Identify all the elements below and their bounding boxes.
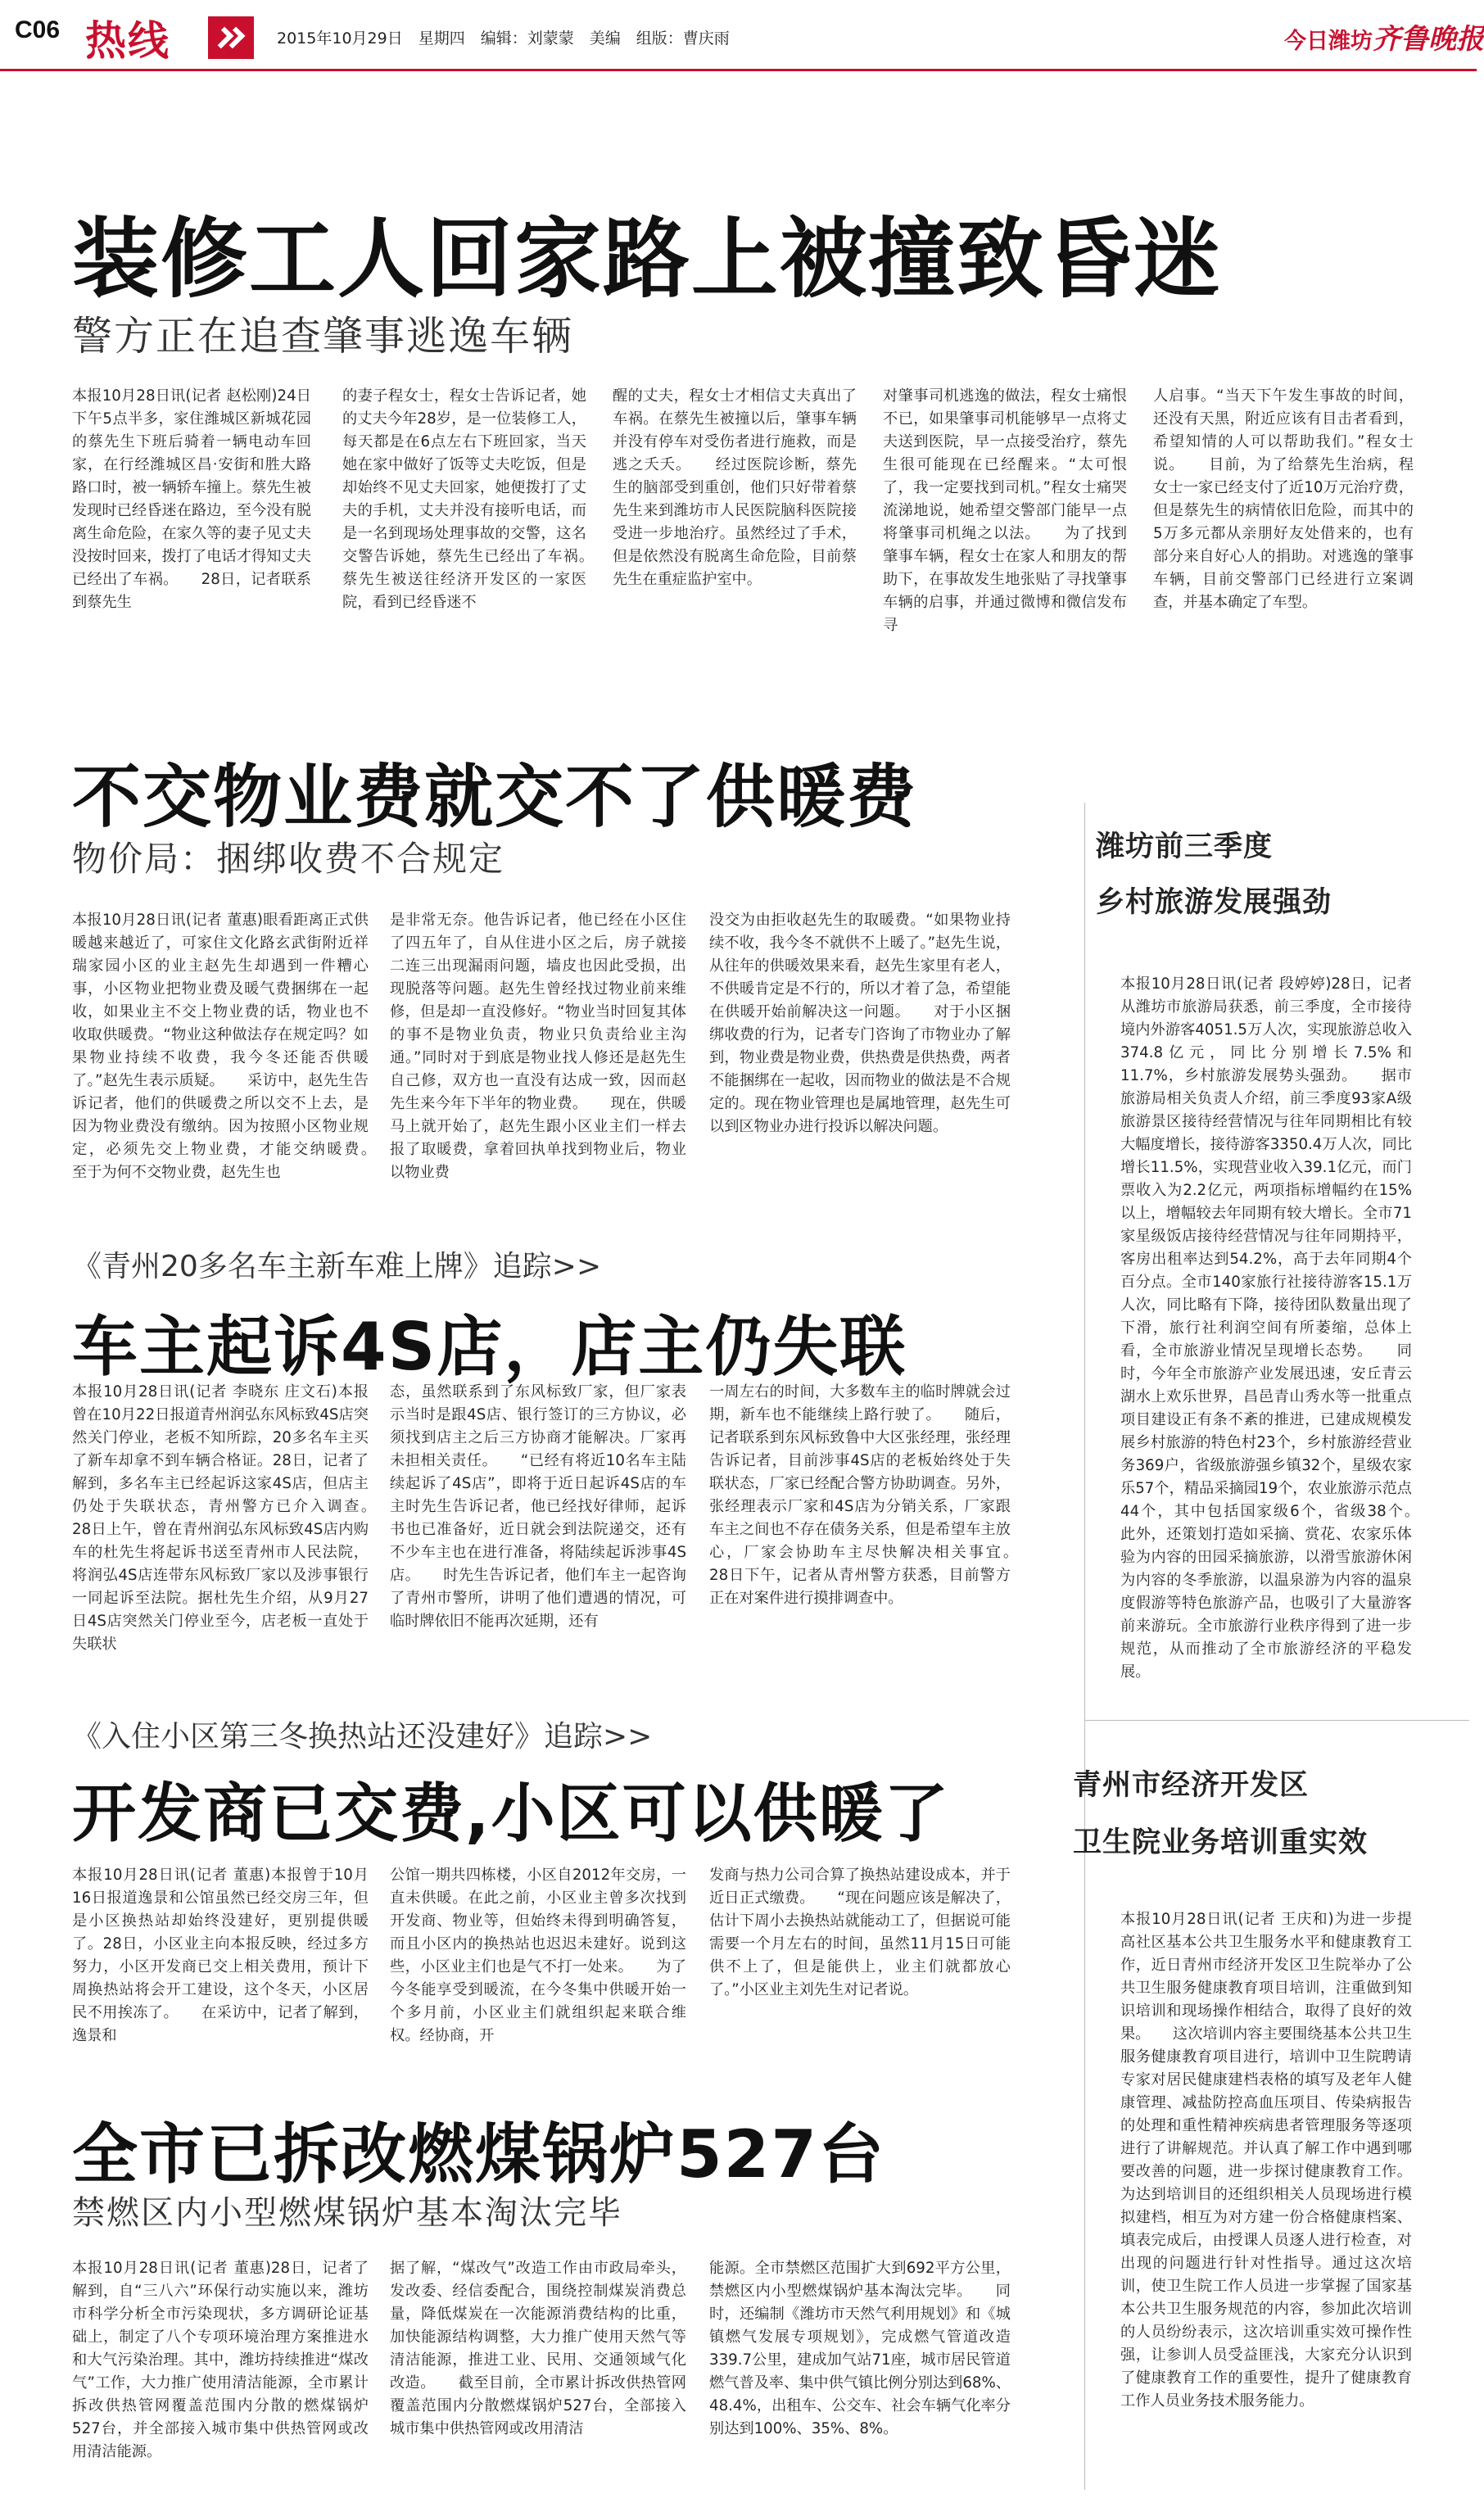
story4-column-2: 公馆一期共四栋楼，小区自2012年交房，一直未供暖。在此之前，小区业主曾多次找到开发商、物业等，但始终未得到明确答复，而且小区内的换热站也迟迟未建好。说到这些，小区业主们也是气不打一处来。 为了今冬能享受到暖流，在今冬集中供暖开始一个多月前，小区业主们就组织起来联合维权。经协商，开: [390, 1867, 686, 2044]
story3-headline: 车主起诉4S店，店主仍失联: [72, 1309, 907, 1385]
story3-column-2: 态，虽然联系到了东风标致厂家，但厂家表示当时是跟4S店、银行签订的三方协议，必须找到店主之后三方协商才能解决。厂家再未担相关责任。 “已经有将近10名车主陆续起诉了4S店”，即将于近日起诉4S店的车主时先生告诉记者，他已经找好律师，起诉书也已准备好，近日就会到法院递交，还有不少车主也在进行准备，将陆续起诉涉事4S店。 时先生告诉记者，他们车主一起咨询了青州市警所，讲明了他们遭遇的情况，可临时牌依旧不能再次延期，还有: [390, 1383, 686, 1630]
section-name: 热线: [85, 17, 170, 65]
story3-kicker: 《青州20多名车主新车难上牌》追踪>>: [72, 1250, 602, 1283]
side1-title-line-2: 乡村旅游发展强劲: [1096, 886, 1332, 919]
story1-column-2: 的妻子程女士，程女士告诉记者，她的丈夫今年28岁，是一位装修工人，每天都是在6点左右下班回家，当天她在家中做好了饭等丈夫吃饭，但是却始终不见丈夫回家，她便拨打了丈夫的手机，丈夫并没有接听电话，而是一名到现场处理事故的交警，这名交警告诉她，蔡先生已经出了车祸。 蔡先生被送往经济开发区的一家医院，看到已经昏迷不: [342, 387, 617, 611]
story5-headline: 全市已拆改燃煤锅炉527台: [72, 2116, 885, 2193]
story3-column-1: 本报10月28日讯(记者 李晓东 庄文石)本报曾在10月22日报道青州润弘东风标致4S店突然关门停业，老板不知所踪，20多名车主买了新车却拿不到车辆合格证。28日，记者了解到，多名车主已经起诉这家4S店，但店主仍处于失联状态，青州警方已介入调查。 28日上午，曾在青州润弘东风标致4S店内购车的杜先生将起诉书送至青州市人民法院，将润弘4S店连带东风标致厂家以及涉事银行一同起诉至法院。据杜先生介绍，从9月27日4S店突然关门停业至今，店老板一直处于失联状: [72, 1383, 399, 1653]
masthead-rule: [0, 69, 1477, 71]
story1-deck: 警方正在追查肇事逃逸车辆: [72, 313, 574, 360]
side2-body: 本报10月28日讯(记者 王庆和)为进一步提高社区基本公共卫生服务水平和健康教育工作，近日青州市经济开发区卫生院举办了公共卫生服务健康教育项目培训，注重做到知识培训和现场操作相结合，取得了良好的效果。 这次培训内容主要围绕基本公共卫生服务健康教育项目进行，培训中卫生院聘请专家对居民健康建档表格的填写及老年人健康管理、减盐防控高血压项目、传染病报告的处理和重性精神疾病患者管理服务等逐项进行了讲解规范。并认真了解工作中遇到哪要改善的问题，进一步探讨健康教育工作。为达到培训目的还组织相关人员现场进行模拟建档，相互为对方建一份合格健康档案、填表完成后，由授课人员逐人进行检查，对出现的问题进行针对性指导。通过这次培训，使卫生院工作人员进一步掌握了国家基本公共卫生服务规范的内容，参加此次培训的人员纷纷表示，这次培训重实效可操作性强，让参训人员受益匪浅，大家充分认识到了健康教育工作的重要性，提升了健康教育工作人员业务技术服务能力。: [1120, 1911, 1412, 2410]
page-masthead: [0, 0, 1484, 74]
story4-headline: 开发商已交费,小区可以供暖了: [72, 1777, 950, 1851]
story2-deck: 物价局：捆绑收费不合规定: [72, 839, 505, 879]
side2-title-line-2: 卫生院业务培训重实效: [1073, 1826, 1369, 1859]
side1-title-line-1: 潍坊前三季度: [1096, 830, 1274, 863]
issue-meta: 2015年10月29日 星期四 编辑：刘蒙蒙 美编 组版：曹庆雨: [277, 29, 730, 48]
story4-column-1: 本报10月28日讯(记者 董惠)本报曾于10月16日报道逸景和公馆虽然已经交房三年，但是小区换热站却始终没建好，更别提供暖了。28日，小区业主向本报反映，经过多方努力，小区开发商已交上相关费用，预计下周换热站将会开工建设，这个冬天，小区居民不用挨冻了。 在采访中，记者了解到，逸景和: [72, 1867, 369, 2044]
story5-column-3: 能源。全市禁燃区范围扩大到692平方公里，禁燃区内小型燃煤锅炉基本淘汰完毕。 同时，还编制《潍坊市天然气利用规划》和《城镇燃气发展专项规划》，完成燃气管道改造339.7公里，建成加气站71座，城市居民管道燃气普及率、集中供气镇比例分别达到68%、48.4%，出租车、公交车、社会车辆气化率分别达到100%、35%、8%。: [709, 2260, 1011, 2437]
double-chevron-right-icon: [208, 16, 254, 59]
story5-deck: 禁燃区内小型燃煤锅炉基本淘汰完毕: [72, 2194, 622, 2232]
story5-column-1: 本报10月28日讯(记者 董惠)28日，记者了解到，自“三八六”环保行动实施以来，潍坊市科学分析全市污染现状，多方调研论证基础上，制定了八个专项环境治理方案推进水和大气污染治理。其中，潍坊持续推进“煤改气”工作，大力推广使用清洁能源，全市累计拆改供热管网覆盖范围内分散的燃煤锅炉527台，并全部接入城市集中供热管网或改用清洁能源。: [72, 2260, 369, 2460]
page-number: C06: [15, 16, 61, 43]
story4-column-3: 发商与热力公司合算了换热站建设成本，并于近日正式缴费。 “现在问题应该是解决了，估计下周小去换热站就能动工了，但据说可能需要一个月左右的时间，虽然11月15日可能供不上了，但是能供上，业主们就都放心了。”小区业主刘先生对记者说。: [709, 1867, 1011, 1998]
story1-column-4: 对肇事司机逃逸的做法，程女士痛恨不已，如果肇事司机能够早一点将丈夫送到医院，早一点接受治疗，蔡先生很可能现在已经醒来。“太可恨了，我一定要找到司机。”程女士痛哭流涕地说，她希望交警部门能早一点将肇事司机绳之以法。 为了找到肇事车辆，程女士在家人和朋友的帮助下，在事故发生地张贴了寻找肇事车辆的启事，并通过微博和微信发布寻: [883, 387, 1127, 634]
sidebar-section-rule: [1084, 1720, 1469, 1721]
story2-column-2: 是非常无奈。他告诉记者，他已经在小区住了四五年了，自从住进小区之后，房子就接二连三出现漏雨问题，墙皮也因此受损，出现脱落等问题。赵先生曾经找过物业前来维修，但是却一直没修好。“物业当时回复其体的事不是物业负责，物业只负责给业主沟通。”同时对于到底是物业找人修还是赵先生自己修，双方也一直没有达成一致，因而赵先生来今年下半年的物业费。 现在，供暖马上就开始了，赵先生跟小区业主们一样去报了取暖费，拿着回执单找到物业后，物业以物业费: [390, 912, 686, 1181]
sidebar-divider: [1084, 803, 1085, 2490]
edition-label: 今日潍坊: [1284, 29, 1373, 54]
paper-logo: 齐鲁晚报: [1373, 23, 1484, 56]
story1-column-5: 人启事。“当天下午发生事故的时间，还没有天黑，附近应该有目击者看到，希望知情的人可以帮助我们。”程女士说。 目前，为了给蔡先生治病，程女士一家已经支付了近10万元治疗费，但是蔡先生的病情依旧危险，而其中的5万多元都从亲朋好友处借来的，也有部分来自好心人的捐助。对逃逸的肇事车辆，目前交警部门已经进行立案调查，并基本确定了车型。: [1153, 387, 1414, 611]
story2-column-1: 本报10月28日讯(记者 董惠)眼看距离正式供暖越来越近了，可家住文化路玄武街附近祥瑞家园小区的业主赵先生却遇到一件糟心事，小区物业把物业费及暖气费捆绑在一起收，如果业主不交上物业费的话，物业也不收取供暖费。“物业这种做法存在规定吗？如果物业持续不收费，我今冬还能否供暖了。”赵先生表示质疑。 采访中，赵先生告诉记者，他们的供暖费之所以交不上去，是因为物业费没有缴纳。因为按照小区物业规定，必须先交上物业费，才能交纳暖费。 至于为何不交物业费，赵先生也: [72, 912, 399, 1181]
story4-kicker: 《入住小区第三冬换热站还没建好》追踪>>: [72, 1720, 653, 1754]
side1-body: 本报10月28日讯(记者 段婷婷)28日，记者从潍坊市旅游局获悉，前三季度，全市接待境内外游客4051.5万人次，实现旅游总收入374.8亿元，同比分别增长7.5%和11.7%，乡村旅游发展势头强劲。 据市旅游局相关负责人介绍，前三季度93家A级旅游景区接待经营情况与往年同期相比有较大幅度增长，接待游客3350.4万人次，同比增长11.5%，实现营业收入39.1亿元，而门票收入为2.2亿元，两项指标增幅约在15%以上，增幅较去年同期有较大增长。全市71家星级饭店接待经营情况与往年同期持平，客房出租率达到54.2%，高于去年同期4个百分点。全市140家旅行社接待游客15.1万人次，同比略有下降，接待团队数量出现了下滑，旅行社利润空间有所萎缩，总体上看，全市旅游业情况呈现增长态势。 同时，今年全市旅游产业发展迅速，安丘青云湖水上欢乐世界，昌邑青山秀水等一批重点项目建设正有条不紊的推进，已建成规模发展乡村旅游的特色村23个，乡村旅游经营业务369户，省级旅游强乡镇32个，星级农家乐57个，精品采摘园19个，农业旅游示范点44个，其中包括国家级6个，省级38个。 此外，还策划打造如采摘、赏花、农家乐体验为内容的田园采摘旅游，以滑雪旅游休闲为内容的冬季旅游，以温泉游为内容的温泉度假游等特色旅游产品，也吸引了大量游客前来游玩。全市旅游行业秩序得到了进一步规范，从而推动了全市旅游经济的平稳发展。: [1120, 975, 1442, 1681]
side2-title-line-1: 青州市经济开发区: [1073, 1769, 1310, 1802]
story1-headline: 装修工人回家路上被撞致昏迷: [72, 209, 1222, 310]
story1-column-3: 醒的丈夫，程女士才相信丈夫真出了车祸。在蔡先生被撞以后，肇事车辆并没有停车对受伤者进行施救，而是逃之夭夭。 经过医院诊断，蔡先生的脑部受到重创，他们只好带着蔡先生来到潍坊市人民医院脑科医院接受进一步地治疗。虽然经过了手术，但是依然没有脱离生命危险，目前蔡先生在重症监护室中。: [613, 387, 857, 588]
story2-column-3: 没交为由拒收赵先生的取暖费。“如果物业持续不收，我今冬不就供不上暖了。”赵先生说，从往年的供暖效果来看，赵先生家里有老人，不供暖肯定是不行的，所以才着了急，希望能在供暖开始前解决这一问题。 对于小区捆绑收费的行为，记者专门咨询了市物业办了解到，物业费是物业费，供热费是供热费，两者不能捆绑在一起收，因而物业的做法是不合规定的。现在物业管理也是属地管理，赵先生可以到区物业办进行投诉以解决问题。: [709, 912, 1011, 1135]
story2-headline: 不交物业费就交不了供暖费: [72, 757, 918, 837]
story5-column-2: 据了解，“煤改气”改造工作由市政局牵头，发改委、经信委配合，围绕控制煤炭消费总量，降低煤炭在一次能源消费结构的比重，加快能源结构调整，大力推广使用天然气等清洁能源，推进工业、民用、交通领域气化改造。 截至目前，全市累计拆改供热管网覆盖范围内分散燃煤锅炉527台，全部接入城市集中供热管网或改用清洁: [390, 2260, 686, 2437]
story1-column-1: 本报10月28日讯(记者 赵松刚)24日下午5点半多，家住潍城区新城花园的蔡先生下班后骑着一辆电动车回家，在行经潍城区昌·安街和胜大路路口时，被一辆轿车撞上。蔡先生被发现时已经昏迷在路边，至今没有脱离生命危险，在家久等的妻子见丈夫没按时回来，拨打了电话才得知丈夫已经出了车祸。 28日，记者联系到蔡先生: [72, 387, 311, 611]
story3-column-3: 一周左右的时间，大多数车主的临时牌就会过期，新车也不能继续上路行驶了。 随后，记者联系到东风标致鲁中大区张经理，张经理告诉记者，目前涉事4S店的老板始终处于失联状态，厂家已经配合警方协助调查。另外，张经理表示厂家和4S店为分销关系，厂家跟车主之间也不存在债务关系，但是希望车主放心，厂家会协助车主尽快解决相关事宜。 28日下午，记者从青州警方获悉，目前警方正在对案件进行摸排调查中。: [709, 1383, 1041, 1607]
